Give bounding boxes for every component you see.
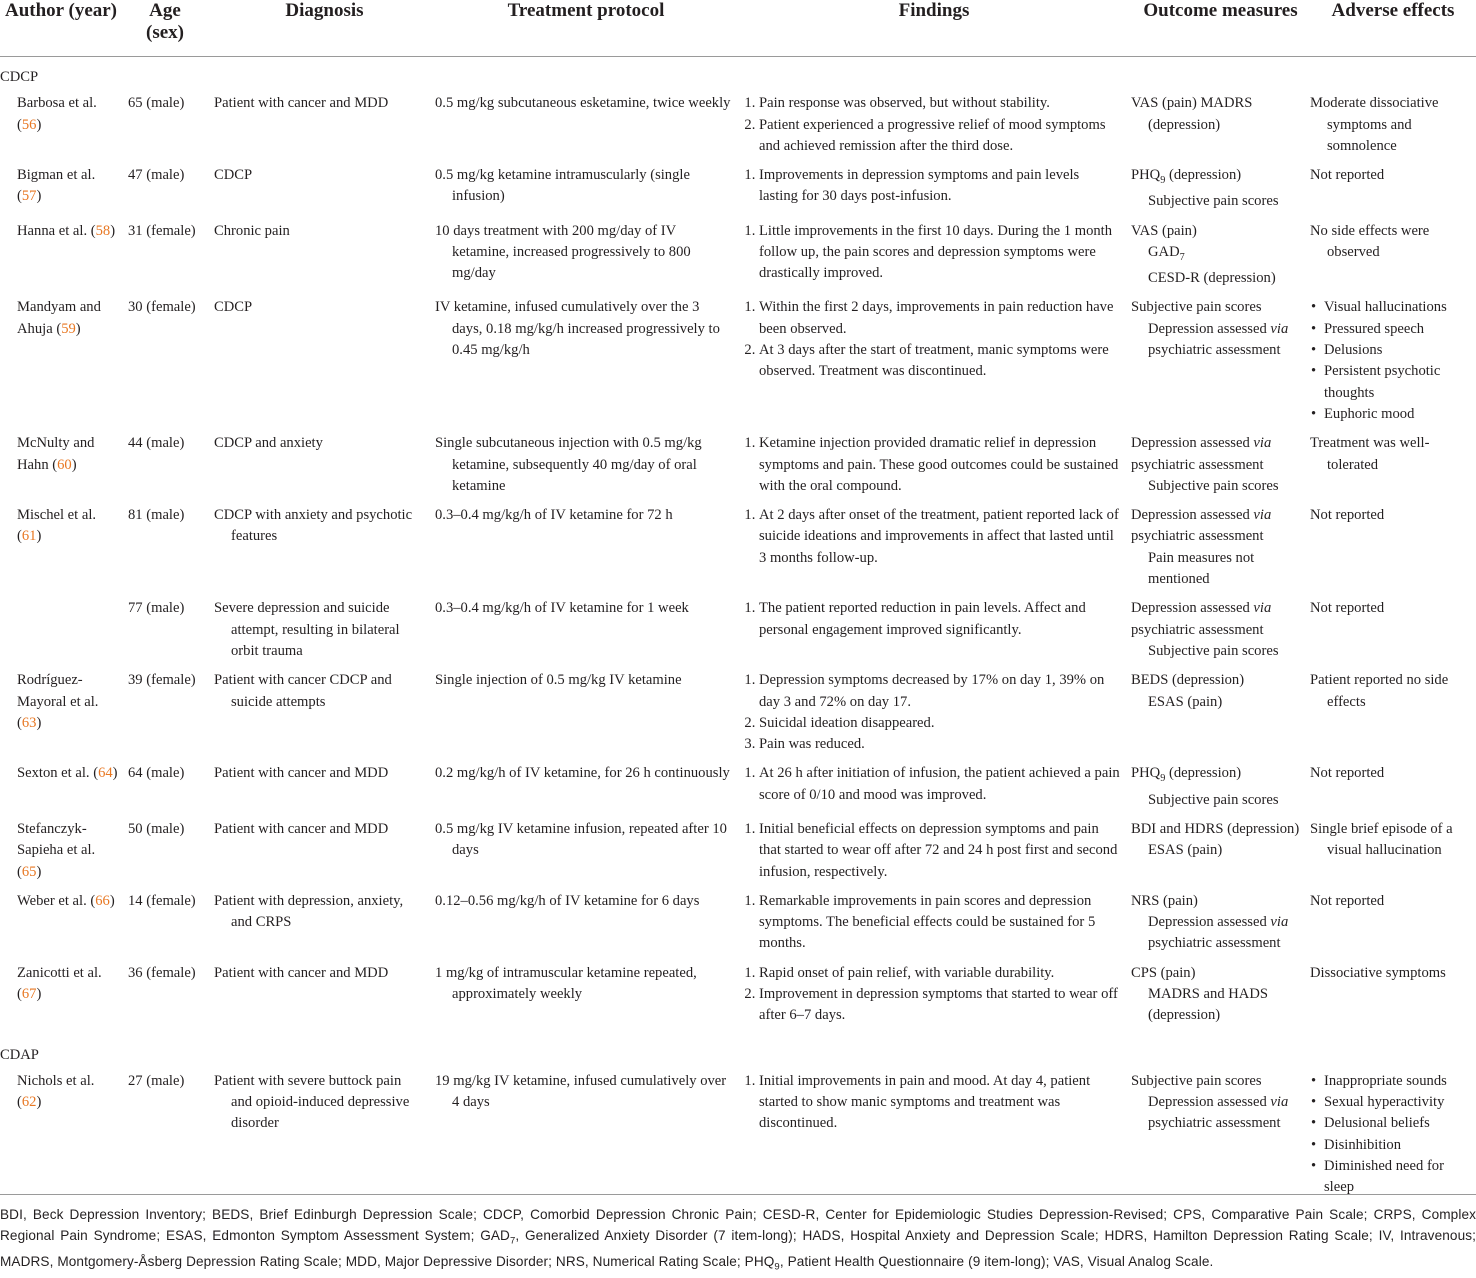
cell-adverse bbox=[1310, 598, 1476, 670]
cell-author: Mandyam and Ahuja (59) bbox=[17, 299, 101, 337]
outcome-item: Subjective pain scores bbox=[1131, 299, 1262, 316]
findings-list bbox=[737, 297, 1121, 382]
findings-list bbox=[737, 165, 1121, 208]
findings-list bbox=[737, 598, 1121, 641]
adverse-item: • Disinhibition bbox=[1324, 1135, 1476, 1156]
adverse-text: Not reported bbox=[1310, 600, 1385, 617]
cell-author: Stefanczyk-Sapieha et al. (65) bbox=[17, 820, 96, 880]
cell-age: 81 (male) bbox=[128, 507, 185, 524]
cell-findings bbox=[737, 221, 1131, 298]
cell-author: Hanna et al. (58) bbox=[17, 222, 116, 239]
finding-item: 1. Remarkable improvements in pain scores and depression symptoms. The beneficial effects could be sustained for 5 months. bbox=[759, 891, 1121, 955]
adverse-text: No side effects were observed bbox=[1310, 222, 1430, 260]
findings-list bbox=[737, 221, 1121, 285]
reference-link[interactable]: 63 bbox=[21, 714, 37, 731]
abbreviations-footnote: BDI, Beck Depression Inventory; BEDS, Brief Edinburgh Depression Scale; CDCP, Comorbid Depression Chronic Pain; CESD-R, Center for Epidemiologic Studies Depression-Revised; CPS, Comparative Pain Scale; CRPS, Complex Regional Pain Syndrome; ESAS, Edmonton Symptom Assessment System; $GAD_7$, Generalized Anxiety Disorder (7 item-long); HADS, Hospital Anxiety and Depression Scale; HDRS, Hamilton Depression Rating Scale; IV, Intravenous; MADRS, Montgomery-Åsberg Depression Rating Scale; MDD, Major Depressive Disorder; NRS, Numerical Rating Scale; $PHQ_9$, Patient Health Questionnaire (9 item-long); VAS, Visual Analog Scale. bbox=[0, 1194, 1476, 1278]
adverse-text: Moderate dissociative symptoms and somnolence bbox=[1310, 95, 1439, 154]
header-author: Author (year) bbox=[0, 0, 122, 57]
outcome-item: Subjective pain scores bbox=[1131, 1072, 1262, 1089]
cell-outcome bbox=[1131, 670, 1310, 763]
outcome-item: ESAS (pain) bbox=[1148, 693, 1223, 710]
table-row bbox=[0, 93, 1476, 165]
adverse-text: Not reported bbox=[1310, 765, 1385, 782]
cell-diagnosis: Chronic pain bbox=[214, 222, 290, 239]
cell-outcome bbox=[1131, 1071, 1310, 1207]
table-row bbox=[0, 433, 1476, 505]
cell-protocol: 0.5 mg/kg subcutaneous esketamine, twice weekly bbox=[435, 95, 731, 112]
cell-findings bbox=[737, 670, 1131, 763]
outcome-item: NRS (pain) bbox=[1131, 892, 1198, 909]
outcome-item: Depression assessed via psychiatric assessment bbox=[1131, 507, 1272, 545]
cell-protocol: Single injection of 0.5 mg/kg IV ketamine bbox=[435, 672, 682, 689]
adverse-item: • Inappropriate sounds bbox=[1324, 1071, 1476, 1092]
cell-findings bbox=[737, 433, 1131, 505]
cell-protocol: 1 mg/kg of intramuscular ketamine repeated, approximately weekly bbox=[435, 964, 697, 1002]
cell-age: 47 (male) bbox=[128, 167, 185, 184]
cell-adverse bbox=[1310, 670, 1476, 763]
adverse-list bbox=[1310, 297, 1476, 425]
cell-adverse bbox=[1310, 1071, 1476, 1207]
cell-outcome bbox=[1131, 598, 1310, 670]
findings-list bbox=[737, 819, 1121, 883]
adverse-text: Not reported bbox=[1310, 167, 1385, 184]
reference-link[interactable]: 60 bbox=[57, 456, 72, 473]
cell-diagnosis: CDCP bbox=[214, 299, 253, 316]
finding-item: 1. At 26 h after initiation of infusion, the patient achieved a pain score of 0/10 and mood was improved. bbox=[759, 763, 1121, 806]
cell-findings bbox=[737, 93, 1131, 165]
cell-age: 27 (male) bbox=[128, 1072, 185, 1089]
outcome-item: CPS (pain) bbox=[1131, 964, 1196, 981]
cell-outcome bbox=[1131, 297, 1310, 433]
reference-link[interactable]: 62 bbox=[21, 1094, 37, 1111]
section-label: CDCP bbox=[0, 69, 39, 85]
cell-adverse bbox=[1310, 221, 1476, 298]
finding-item: 1. Depression symptoms decreased by 17% on day 1, 39% on day 3 and 72% on day 17. bbox=[759, 670, 1121, 713]
cell-diagnosis: Patient with cancer CDCP and suicide attempts bbox=[214, 672, 392, 710]
cell-age: 50 (male) bbox=[128, 820, 185, 837]
outcome-item: BDI and HDRS (depression) bbox=[1131, 820, 1300, 837]
findings-list bbox=[737, 670, 1121, 755]
cell-author: Sexton et al. (64) bbox=[17, 765, 118, 782]
finding-item: 1. At 2 days after onset of the treatment, patient reported lack of suicide ideations and improvements in affect that lasted until 3 months follow-up. bbox=[759, 505, 1121, 569]
outcome-item: Depression assessed via psychiatric assessment bbox=[1148, 1094, 1289, 1132]
adverse-text: Not reported bbox=[1310, 892, 1385, 909]
cell-outcome bbox=[1131, 963, 1310, 1035]
finding-item: 3. Pain was reduced. bbox=[759, 734, 1121, 755]
finding-item: 1. Initial improvements in pain and mood. At day 4, patient started to show manic symptoms and treatment was discontinued. bbox=[759, 1071, 1121, 1135]
adverse-list bbox=[1310, 1071, 1476, 1199]
cell-author: Nichols et al. (62) bbox=[17, 1072, 95, 1111]
adverse-item: • Euphoric mood bbox=[1324, 404, 1476, 425]
outcome-item: Subjective pain scores bbox=[1148, 193, 1279, 210]
cell-findings bbox=[737, 763, 1131, 819]
adverse-text: Not reported bbox=[1310, 507, 1385, 524]
outcome-item: VAS (pain) MADRS bbox=[1131, 95, 1253, 112]
outcome-item: Depression assessed via psychiatric assessment bbox=[1148, 914, 1289, 952]
cell-findings bbox=[737, 297, 1131, 433]
cell-protocol: 0.3–0.4 mg/kg/h of IV ketamine for 72 h bbox=[435, 507, 673, 524]
cell-author: Mischel et al. (61) bbox=[17, 507, 97, 545]
outcome-item: $PHQ_9$ (depression) bbox=[1131, 167, 1242, 187]
table-row bbox=[0, 297, 1476, 433]
outcome-item: BEDS (depression) bbox=[1131, 672, 1245, 689]
findings-list bbox=[737, 93, 1121, 157]
cell-diagnosis: CDCP and anxiety bbox=[214, 435, 323, 452]
reference-link[interactable]: 66 bbox=[95, 892, 110, 909]
cell-age: 14 (female) bbox=[128, 892, 196, 909]
header-outcome: Outcome measures bbox=[1131, 0, 1310, 57]
cell-outcome bbox=[1131, 93, 1310, 165]
cell-protocol: 0.12–0.56 mg/kg/h of IV ketamine for 6 days bbox=[435, 892, 700, 909]
table-row bbox=[0, 221, 1476, 298]
table-row bbox=[0, 670, 1476, 763]
cell-outcome bbox=[1131, 891, 1310, 963]
cell-age: 39 (female) bbox=[128, 672, 196, 689]
table-row bbox=[0, 505, 1476, 598]
reference-link[interactable]: 56 bbox=[21, 116, 37, 133]
cell-outcome bbox=[1131, 165, 1310, 221]
reference-link[interactable]: 65 bbox=[21, 863, 37, 880]
finding-item: 2. Patient experienced a progressive relief of mood symptoms and achieved remission after the third dose. bbox=[759, 115, 1121, 158]
cell-outcome bbox=[1131, 505, 1310, 598]
finding-item: 1. The patient reported reduction in pain levels. Affect and personal engagement improved significantly. bbox=[759, 598, 1121, 641]
cell-diagnosis: Patient with depression, anxiety, and CRPS bbox=[214, 892, 404, 931]
finding-item: 2. At 3 days after the start of treatment, manic symptoms were observed. Treatment was discontinued. bbox=[759, 340, 1121, 383]
cell-findings bbox=[737, 165, 1131, 221]
cell-age: 44 (male) bbox=[128, 435, 185, 452]
finding-item: 1. Rapid onset of pain relief, with variable durability. bbox=[759, 963, 1121, 984]
cell-age: 77 (male) bbox=[128, 600, 185, 617]
adverse-text: Treatment was well-tolerated bbox=[1310, 435, 1430, 473]
adverse-item: • Visual hallucinations bbox=[1324, 297, 1476, 318]
cell-diagnosis: Severe depression and suicide attempt, resulting in bilateral orbit trauma bbox=[214, 600, 400, 659]
cell-adverse bbox=[1310, 763, 1476, 819]
adverse-item: • Delusions bbox=[1324, 340, 1476, 361]
adverse-text: Patient reported no side effects bbox=[1310, 672, 1449, 710]
outcome-item: ESAS (pain) bbox=[1148, 842, 1223, 859]
cell-protocol: 0.2 mg/kg/h of IV ketamine, for 26 h continuously bbox=[435, 765, 730, 782]
finding-item: 1. Within the first 2 days, improvements in pain reduction have been observed. bbox=[759, 297, 1121, 340]
adverse-text: Single brief episode of a visual hallucination bbox=[1310, 820, 1453, 859]
cell-protocol: 0.5 mg/kg IV ketamine infusion, repeated after 10 days bbox=[435, 820, 727, 859]
outcome-item: Pain measures not mentioned bbox=[1148, 549, 1255, 588]
cell-protocol: 0.5 mg/kg ketamine intramuscularly (single infusion) bbox=[435, 167, 690, 205]
cell-diagnosis: Patient with cancer and MDD bbox=[214, 964, 389, 981]
outcome-item: $GAD_7$ bbox=[1148, 243, 1185, 263]
outcome-item: $PHQ_9$ (depression) bbox=[1131, 765, 1242, 785]
findings-list bbox=[737, 505, 1121, 569]
cell-findings bbox=[737, 819, 1131, 891]
outcome-item: Subjective pain scores bbox=[1148, 791, 1279, 808]
adverse-item: • Delusional beliefs bbox=[1324, 1113, 1476, 1134]
findings-list bbox=[737, 1071, 1121, 1135]
section-label: CDAP bbox=[0, 1046, 39, 1063]
outcome-item: Subjective pain scores bbox=[1148, 477, 1279, 494]
findings-list bbox=[737, 763, 1121, 806]
cell-adverse bbox=[1310, 891, 1476, 963]
finding-item: 2. Suicidal ideation disappeared. bbox=[759, 713, 1121, 734]
cell-author: Weber et al. (66) bbox=[17, 892, 115, 909]
reference-link[interactable]: 64 bbox=[98, 765, 113, 782]
cell-adverse bbox=[1310, 433, 1476, 505]
cell-adverse bbox=[1310, 819, 1476, 891]
table-row bbox=[0, 763, 1476, 819]
cell-findings bbox=[737, 963, 1131, 1035]
cell-outcome bbox=[1131, 819, 1310, 891]
cell-findings bbox=[737, 598, 1131, 670]
findings-list bbox=[737, 891, 1121, 955]
finding-item: 1. Ketamine injection provided dramatic relief in depression symptoms and pain. These good outcomes could be sustained with the oral compound. bbox=[759, 433, 1121, 497]
cell-diagnosis: Patient with severe buttock pain and opioid-induced depressive disorder bbox=[214, 1072, 410, 1132]
reference-link[interactable]: 57 bbox=[21, 188, 37, 205]
cell-author: Zanicotti et al. (67) bbox=[17, 964, 102, 1002]
header-findings: Findings bbox=[737, 0, 1131, 57]
outcome-item: Depression assessed via psychiatric assessment bbox=[1148, 320, 1289, 359]
cell-diagnosis: Patient with cancer and MDD bbox=[214, 765, 389, 782]
finding-item: 1. Pain response was observed, but without stability. bbox=[759, 93, 1121, 114]
reference-link[interactable]: 59 bbox=[61, 320, 76, 337]
cell-protocol: 19 mg/kg IV ketamine, infused cumulatively over 4 days bbox=[435, 1072, 727, 1111]
section-row bbox=[0, 1035, 1476, 1071]
cell-protocol: 0.3–0.4 mg/kg/h of IV ketamine for 1 week bbox=[435, 600, 689, 617]
table-body bbox=[0, 57, 1476, 1207]
cell-findings bbox=[737, 1071, 1131, 1207]
finding-item: 2. Improvement in depression symptoms that started to wear off after 6–7 days. bbox=[759, 984, 1121, 1027]
outcome-item: Depression assessed via psychiatric assessment bbox=[1131, 435, 1272, 473]
cell-protocol: Single subcutaneous injection with 0.5 mg/kg ketamine, subsequently 40 mg/day of oral ketamine bbox=[435, 435, 702, 494]
finding-item: 1. Improvements in depression symptoms and pain levels lasting for 30 days post-infusion. bbox=[759, 165, 1121, 208]
finding-item: 1. Initial beneficial effects on depression symptoms and pain that started to wear off after 72 and 24 h post first and second infusion, respectively. bbox=[759, 819, 1121, 883]
reference-link[interactable]: 61 bbox=[21, 528, 37, 545]
header-diagnosis: Diagnosis bbox=[214, 0, 435, 57]
cell-protocol: IV ketamine, infused cumulatively over the 3 days, 0.18 mg/kg/h increased progressively to 0.45 mg/kg/h bbox=[435, 299, 720, 359]
cell-adverse bbox=[1310, 93, 1476, 165]
cell-adverse bbox=[1310, 165, 1476, 221]
cell-diagnosis: CDCP with anxiety and psychotic features bbox=[214, 507, 413, 545]
cell-author: Rodríguez-Mayoral et al. (63) bbox=[17, 672, 99, 731]
cell-adverse bbox=[1310, 297, 1476, 433]
cell-protocol: 10 days treatment with 200 mg/day of IV ketamine, increased progressively to 800 mg/day bbox=[435, 222, 691, 282]
cell-diagnosis: Patient with cancer and MDD bbox=[214, 820, 389, 837]
adverse-item: • Sexual hyperactivity bbox=[1324, 1092, 1476, 1113]
table-row bbox=[0, 819, 1476, 891]
cell-outcome bbox=[1131, 763, 1310, 819]
finding-item: 1. Little improvements in the first 10 days. During the 1 month follow up, the pain scores and depression symptoms were drastically improved. bbox=[759, 221, 1121, 285]
table-row bbox=[0, 1071, 1476, 1207]
cell-age: 64 (male) bbox=[128, 765, 185, 782]
findings-list bbox=[737, 433, 1121, 497]
table-row bbox=[0, 598, 1476, 670]
reference-link[interactable]: 58 bbox=[95, 222, 111, 239]
cell-diagnosis: Patient with cancer and MDD bbox=[214, 95, 389, 112]
findings-list bbox=[737, 963, 1121, 1027]
cell-author bbox=[0, 598, 122, 670]
cell-adverse bbox=[1310, 505, 1476, 598]
cell-findings bbox=[737, 505, 1131, 598]
cell-findings bbox=[737, 891, 1131, 963]
cell-outcome bbox=[1131, 433, 1310, 505]
section-row bbox=[0, 57, 1476, 94]
outcome-item: Depression assessed via psychiatric assessment bbox=[1131, 600, 1272, 638]
adverse-text: Dissociative symptoms bbox=[1310, 964, 1446, 981]
adverse-item: • Pressured speech bbox=[1324, 319, 1476, 340]
adverse-item: • Persistent psychotic thoughts bbox=[1324, 361, 1476, 404]
table-row bbox=[0, 891, 1476, 963]
cell-age: 30 (female) bbox=[128, 299, 196, 316]
header-age: Age (sex) bbox=[122, 0, 214, 57]
cell-diagnosis: CDCP bbox=[214, 167, 253, 184]
cell-adverse bbox=[1310, 963, 1476, 1035]
reference-link[interactable]: 67 bbox=[21, 986, 37, 1002]
table-row bbox=[0, 963, 1476, 1035]
cell-author: Bigman et al. (57) bbox=[17, 167, 96, 205]
cell-author: McNulty and Hahn (60) bbox=[17, 435, 95, 473]
outcome-item: Subjective pain scores bbox=[1148, 642, 1279, 659]
cell-age: 65 (male) bbox=[128, 95, 185, 112]
outcome-item: CESD-R (depression) bbox=[1148, 270, 1276, 287]
outcome-item: MADRS and HADS (depression) bbox=[1148, 986, 1269, 1024]
outcome-item: VAS (pain) bbox=[1131, 222, 1197, 239]
cell-age: 36 (female) bbox=[128, 964, 196, 981]
table-row bbox=[0, 165, 1476, 221]
outcome-item: (depression) bbox=[1148, 116, 1221, 133]
header-protocol: Treatment protocol bbox=[435, 0, 737, 57]
header-row bbox=[0, 0, 1476, 57]
header-adverse: Adverse effects bbox=[1310, 0, 1476, 57]
cell-author: Barbosa et al. (56) bbox=[17, 95, 97, 133]
cell-age: 31 (female) bbox=[128, 222, 196, 239]
adverse-item: • Diminished need for sleep bbox=[1324, 1156, 1476, 1199]
cell-outcome bbox=[1131, 221, 1310, 298]
